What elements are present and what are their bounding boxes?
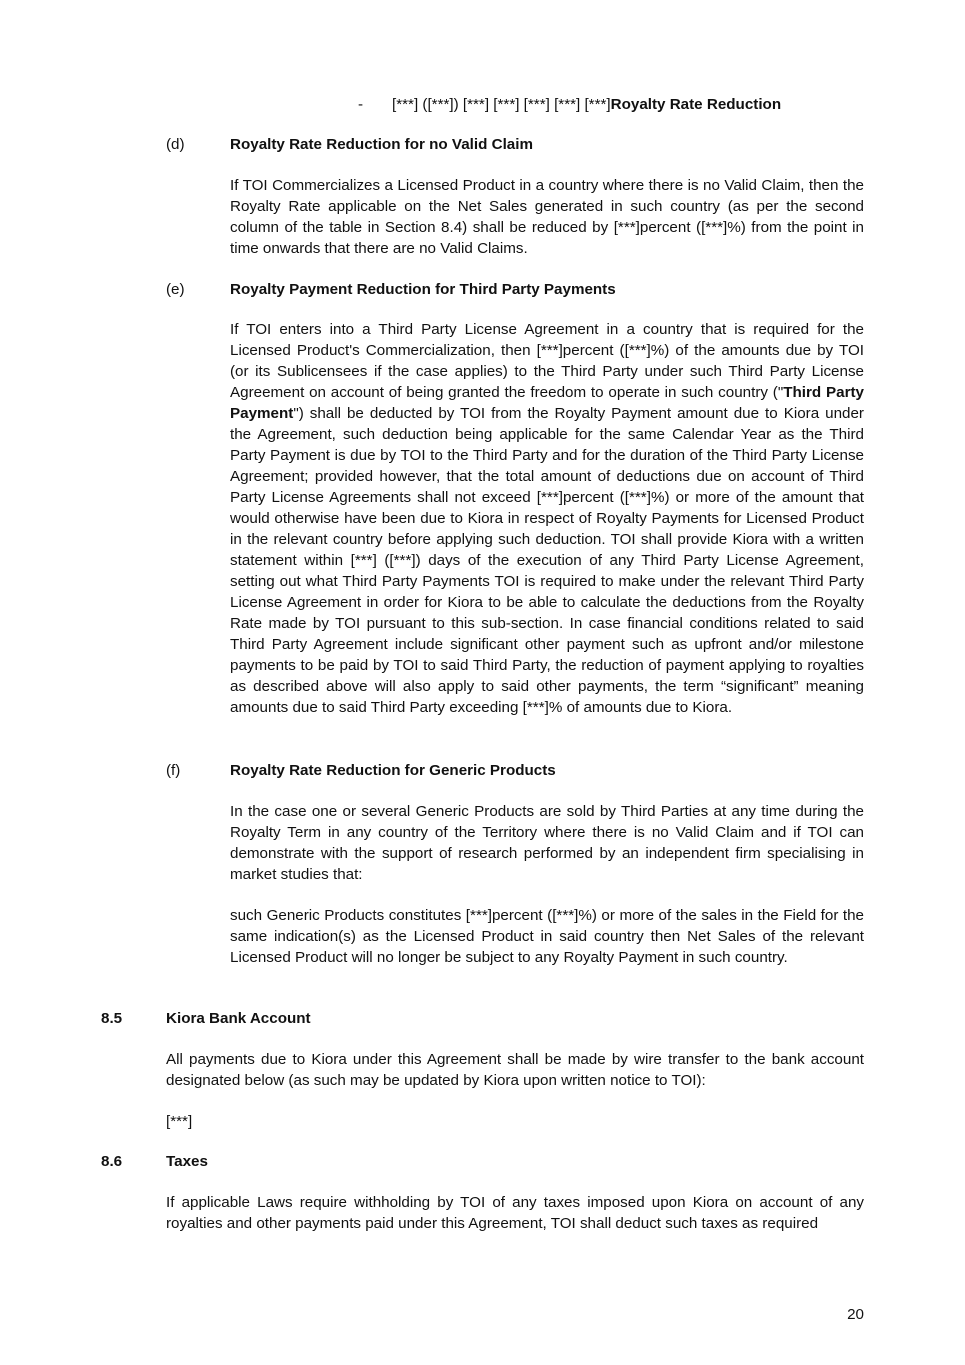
section-f-label: (f) — [166, 762, 181, 779]
section-8-6-body: If applicable Laws require withholding by TOI of any taxes imposed upon Kiora on account of any royalties and other payments paid under this Agreement, TOI shall deduct such taxes as required — [166, 1194, 864, 1232]
page-number: 20 — [847, 1306, 864, 1323]
section-e-body — [230, 319, 864, 718]
section-e-title: Royalty Payment Reduction for Third Party Payments — [230, 281, 616, 298]
section-e-body-start: If TOI enters into a Third Party License Agreement in a country that is required for the Licensed Product's Commercialization, then [***]percent ([***]%) of the amounts due by TOI (or its Sublicensees if the case applies) to the Third Party under such Third Party License Agreement on account of being granted the freedom to operate in such country (" — [230, 321, 864, 401]
bullet-bold-text: Royalty Rate Reduction — [610, 96, 782, 113]
section-8-5-redacted: [***] — [166, 1113, 193, 1130]
bullet-dash: - — [358, 96, 364, 113]
bullet-text: [***] ([***]) [***] [***] [***] [***] [***] — [392, 96, 611, 113]
section-8-6-title: Taxes — [166, 1153, 208, 1170]
section-d-title: Royalty Rate Reduction for no Valid Claim — [230, 136, 533, 153]
section-8-5-title: Kiora Bank Account — [166, 1010, 311, 1027]
section-8-5-number: 8.5 — [101, 1010, 123, 1027]
section-d-label: (d) — [166, 136, 185, 153]
section-f-body-2: such Generic Products constitutes [***]percent ([***]%) or more of the sales in the Field for the same indication(s) as the Licensed Product in said country then Net Sales of the relevant Licensed Product will no longer be subject to any Royalty Payment in such country. — [230, 907, 864, 966]
section-e-defined-term: Third Party Payment — [230, 384, 864, 422]
section-e-label: (e) — [166, 281, 185, 298]
section-e-body-end: ") shall be deducted by TOI from the Royalty Payment amount due to Kiora under the Agreement, such deduction being applicable for the same Calendar Year as the Third Party Payment is due by TOI to the Third Party and for the duration of the Third Party License Agreement; provided however, that the total amount of deductions due on account of Third Party License Agreements shall not exceed [***]percent ([***]%) or more of the amount that would otherwise have been due to Kiora in respect of Royalty Payments for Licensed Product in the relevant country before applying such deduction. TOI shall provide Kiora with a written statement within [***] ([***]) days of the execution of any Third Party License Agreement, setting out what Third Party Payments TOI is required to make under the relevant Third Party License Agreement in order for Kiora to be able to calculate the deductions from the Royalty Rate made by TOI pursuant to this sub-section. In case financial conditions related to said Third Party Agreement include significant other payment such as upfront and/or milestone payments to be paid by TOI to said Third Party, the reduction of payment applying to royalties as described above will also apply to said other payments, the term “significant” meaning amounts due to said Third Party exceeding [***]% of amounts due to Kiora. — [230, 405, 864, 716]
section-f-body-1: In the case one or several Generic Products are sold by Third Parties at any time during the Royalty Term in any country of the Territory where there is no Valid Claim and if TOI can demonstrate with the support of research performed by an independent firm specialising in market studies that: — [230, 803, 864, 883]
section-f-title: Royalty Rate Reduction for Generic Products — [230, 762, 556, 779]
section-d-body: If TOI Commercializes a Licensed Product in a country where there is no Valid Claim, then the Royalty Rate applicable on the Net Sales generated in such country (as per the second column of the table in Section 8.4) shall be reduced by [***]percent ([***]%) from the point in time onwards that there are no Valid Claims. — [230, 177, 864, 257]
section-8-6-number: 8.6 — [101, 1153, 123, 1170]
section-8-5-body: All payments due to Kiora under this Agreement shall be made by wire transfer to the bank account designated below (as such may be updated by Kiora upon written notice to TOI): — [166, 1051, 864, 1089]
